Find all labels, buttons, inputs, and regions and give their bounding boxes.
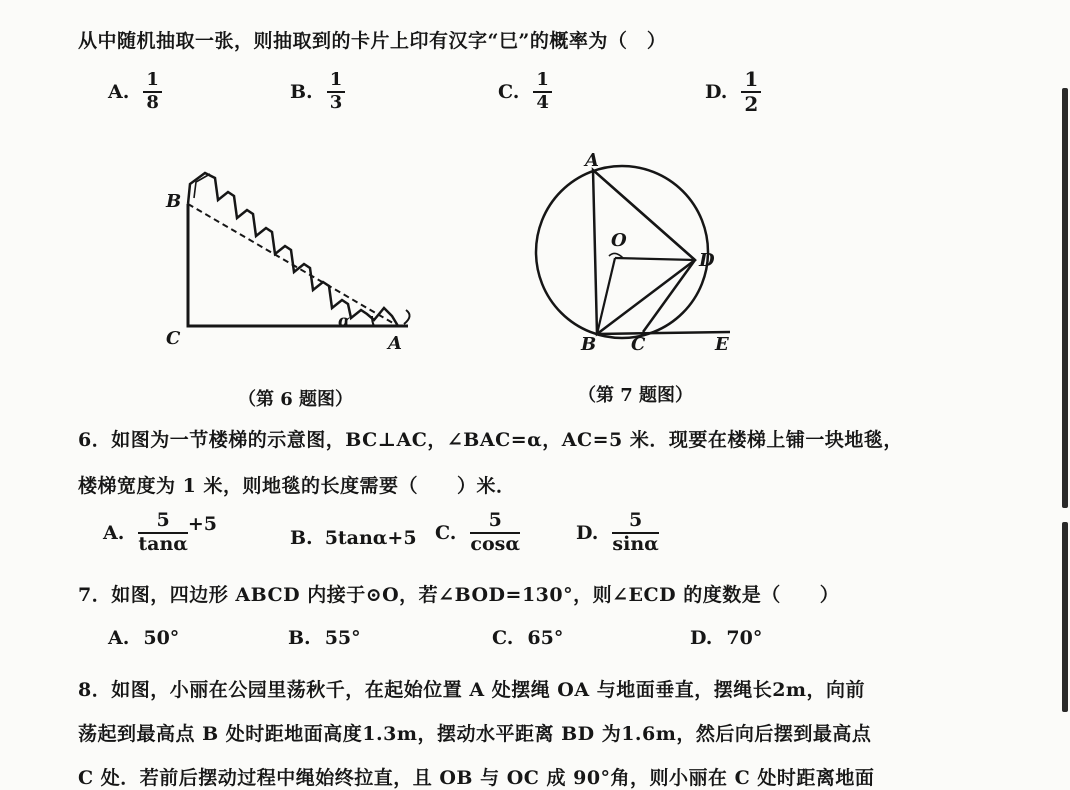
figure-7-caption: （第 7 题图）: [578, 385, 694, 406]
fraction: $\frac{1}{4}$: [533, 70, 552, 113]
label-e: E: [715, 334, 729, 355]
q6-option-a[interactable]: A. $\frac{5}{\tan\alpha}$ +5: [103, 509, 218, 555]
fraction: $\frac{1}{2}$: [741, 68, 761, 116]
question-8-stem-line-1: 8．如图，小丽在公园里荡秋千，在起始位置 A 处摆绳 OA 与地面垂直，摆绳长2m，向前: [78, 679, 866, 701]
q5-option-a[interactable]: A. $\frac{1}{8}$: [108, 70, 162, 113]
fraction: $\frac{5}{\sin\alpha}$: [612, 509, 659, 555]
figure-6-caption: （第 6 题图）: [238, 389, 354, 410]
fraction: $\frac{5}{\cos\alpha}$: [470, 509, 520, 555]
question-8-stem-line-3: C 处．若前后摆动过程中绳始终拉直，且 OB 与 OC 成 90°角，则小丽在 C 处时距离地面: [78, 767, 875, 789]
label-o: O: [611, 230, 627, 251]
label-a: A: [388, 333, 402, 353]
label-a: A: [585, 150, 599, 171]
page-edge-mark-bottom: [1062, 522, 1068, 712]
question-7-stem: 7．如图，四边形 ABCD 内接于⊙O，若∠BOD=130°，则∠ECD 的度数是（ ）: [78, 584, 840, 606]
page-edge-mark-top: [1062, 88, 1068, 508]
figure-6-staircase: [160, 168, 420, 353]
q5-option-d[interactable]: D. $\frac{1}{2}$: [705, 68, 761, 116]
fraction: $\frac{5}{\tan\alpha}$: [138, 509, 188, 555]
label-c: C: [166, 328, 181, 349]
q6-option-c[interactable]: C. $\frac{5}{\cos\alpha}$: [435, 509, 520, 555]
q7-option-b[interactable]: B. 55°: [288, 627, 361, 649]
question-6-stem-line-1: 6．如图为一节楼梯的示意图，BC⊥AC，∠BAC=α，AC=5 米．现要在楼梯上铺一块地毯，: [78, 429, 903, 451]
q6-option-b[interactable]: B. 5tanα+5: [290, 527, 417, 549]
label-c: C: [631, 334, 646, 355]
q5-option-b[interactable]: B. $\frac{1}{3}$: [290, 70, 345, 113]
question-8-stem-line-2: 荡起到最高点 B 处时距地面高度1.3m，摆动水平距离 BD 为1.6m，然后向后摆到最高点: [78, 723, 872, 745]
label-alpha: α: [338, 311, 351, 330]
fraction: $\frac{1}{8}$: [143, 70, 162, 113]
q7-option-a[interactable]: A. 50°: [108, 627, 180, 649]
label-d: D: [699, 250, 715, 271]
q7-option-c[interactable]: C. 65°: [492, 627, 564, 649]
figure-7-circle: [525, 148, 785, 358]
q6-option-d[interactable]: D. $\frac{5}{\sin\alpha}$: [576, 509, 659, 555]
question-5-stem-end: 从中随机抽取一张，则抽取到的卡片上印有汉字“巳”的概率为（ ）: [78, 30, 667, 52]
q5-option-c[interactable]: C. $\frac{1}{4}$: [498, 70, 552, 113]
q7-option-d[interactable]: D. 70°: [690, 627, 763, 649]
label-b: B: [581, 334, 597, 355]
question-6-stem-line-2: 楼梯宽度为 1 米，则地毯的长度需要（ ）米．: [78, 475, 516, 497]
fraction: $\frac{1}{3}$: [327, 70, 346, 113]
label-b: B: [166, 191, 182, 212]
